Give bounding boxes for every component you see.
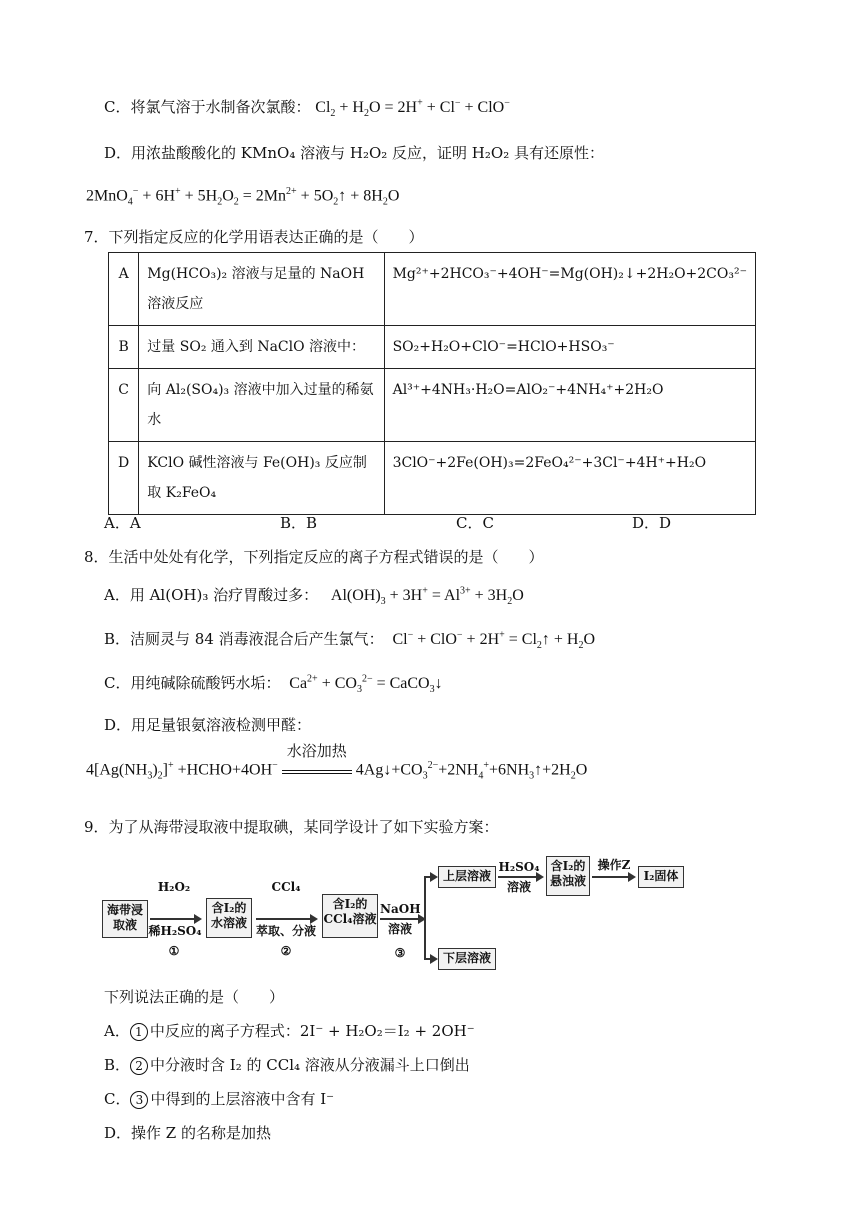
q6-option-c: C．将氯气溶于水制备次氯酸： $Cl_2 + H_2O = 2H^+ + Cl^- + ClO^-$: [104, 97, 510, 120]
flow-arrow-2: [256, 918, 316, 920]
flow-upper-box: 上层溶液: [438, 866, 496, 888]
q6-d-equation: $2MnO_4^- + 6H^+ + 5H_2O_2 = 2Mn^{2+}$ + $5O_2↑ + 8H_2O$: [86, 186, 400, 208]
q7-row-letter: C: [109, 369, 139, 442]
flow-start-box: 海带浸取液: [102, 900, 148, 938]
q8-c-equation: $Ca^{2+} + CO_3^{2-}$ = CaCO$_3$↓: [285, 673, 443, 696]
q7-row-equation: SO₂+H₂O+ClO⁻=HClO+HSO₃⁻: [384, 326, 755, 369]
q9-option-c[interactable]: C． 3 中得到的上层溶液中含有 I⁻: [104, 1090, 335, 1108]
flow-final-box: I₂固体: [638, 866, 684, 888]
q8-d-condition: 水浴加热: [286, 742, 347, 761]
flow-box-2: 含I₂的水溶液: [206, 898, 252, 938]
q8-option-c[interactable]: C．用纯碱除硫酸钙水垢： $Ca^{2+} + CO_3^{2-}$ = CaCO$_3$↓: [104, 673, 443, 696]
flow-arrow-1: [150, 918, 200, 920]
q7-row-desc: 向 Al₂(SO₄)₃ 溶液中加入过量的稀氨水: [139, 369, 384, 442]
q9-option-a[interactable]: A． 1 中反应的离子方程式：2I⁻ + H₂O₂＝I₂ + 2OH⁻: [104, 1022, 475, 1040]
q7-row-a: [109, 253, 756, 326]
q6-option-d: D．用浓盐酸酸化的 KMnO₄ 溶液与 H₂O₂ 反应，证明 H₂O₂ 具有还原性：: [104, 144, 604, 162]
q7-row-b: [109, 326, 756, 369]
q9-stem: 9．为了从海带浸取液中提取碘，某同学设计了如下实验方案：: [84, 818, 499, 836]
flow-arrow-4: [498, 876, 542, 878]
q7-row-equation: 3ClO⁻+2Fe(OH)₃=2FeO₄²⁻+3Cl⁻+4H⁺+H₂O: [384, 442, 755, 515]
circled-3: 3: [130, 1091, 148, 1109]
circled-1: 1: [130, 1023, 148, 1041]
q7-row-equation: Mg²⁺+2HCO₃⁻+4OH⁻=Mg(OH)₂↓+2H₂O+2CO₃²⁻: [384, 253, 755, 326]
q8-option-a[interactable]: A．用 Al(OH)₃ 治疗胃酸过多： $Al(OH)_3 + 3H^+ = Al^{3+} + 3H_2O$: [104, 585, 524, 608]
q7-row-letter: D: [109, 442, 139, 515]
q7-option-a[interactable]: A．A: [104, 514, 141, 532]
flow-arrow-5: [592, 876, 634, 878]
q7-row-d: [109, 442, 756, 515]
flow-arrow-upper: [424, 876, 436, 878]
q9-question: 下列说法正确的是（ ）: [104, 988, 285, 1006]
q9-option-b[interactable]: B． 2 中分液时含 I₂ 的 CCl₄ 溶液从分液漏斗上口倒出: [104, 1056, 470, 1074]
q7-row-desc: 过量 SO₂ 通入到 NaClO 溶液中：: [139, 326, 384, 369]
q8-option-b[interactable]: B．洁厕灵与 84 消毒液混合后产生氯气： $Cl^- + ClO^- + 2H^+ = Cl_2↑ + H_2O$: [104, 629, 596, 652]
q7-row-letter: A: [109, 253, 139, 326]
q8-stem: 8．生活中处处有化学，下列指定反应的离子方程式错误的是（ ）: [84, 548, 544, 566]
flow-lower-box: 下层溶液: [438, 948, 496, 970]
q7-table: [108, 252, 756, 515]
flow-arrow-lower: [424, 958, 436, 960]
flow-box-3: 含I₂的CCl₄溶液: [322, 894, 378, 938]
q7-option-b[interactable]: B．B: [280, 514, 318, 532]
q8-d-equation: $4[Ag(NH_3)_2]^+$ +HCHO+4OH− 水浴加热 $4Ag↓+CO_3^{2-}+2NH_4^++6NH_3↑+2H_2O$: [86, 742, 588, 782]
q7-row-desc: KClO 碱性溶液与 Fe(OH)₃ 反应制取 K₂FeO₄: [139, 442, 384, 515]
q7-option-c[interactable]: C．C: [456, 514, 494, 532]
q7-row-equation: Al³⁺+4NH₃·H₂O=AlO₂⁻+4NH₄⁺+2H₂O: [384, 369, 755, 442]
q7-options: [104, 512, 808, 533]
q7-row-c: [109, 369, 756, 442]
q9-option-d[interactable]: D．操作 Z 的名称是加热: [104, 1124, 271, 1142]
circled-2: 2: [130, 1057, 148, 1075]
q8-a-equation: $Al(OH)_3 + 3H^+ = Al^{3+} + 3H_2O$: [322, 585, 524, 608]
q8-option-d[interactable]: D．用足量银氨溶液检测甲醛：: [104, 716, 312, 734]
q6-c-equation: $Cl_2 + H_2O = 2H^+ + Cl^- + ClO^-$: [315, 97, 510, 120]
flow-arrow-3: [380, 918, 424, 920]
flow-branch-line: [424, 876, 426, 960]
q7-option-d[interactable]: D．D: [632, 514, 672, 532]
q8-b-equation: $Cl^- + ClO^- + 2H^+ = Cl_2↑ + H_2O$: [388, 629, 596, 652]
q7-row-letter: B: [109, 326, 139, 369]
q7-row-desc: Mg(HCO₃)₂ 溶液与足量的 NaOH 溶液反应: [139, 253, 384, 326]
q7-stem: 7．下列指定反应的化学用语表达正确的是（ ）: [84, 228, 424, 246]
flow-suspension-box: 含I₂的悬浊液: [546, 856, 590, 896]
